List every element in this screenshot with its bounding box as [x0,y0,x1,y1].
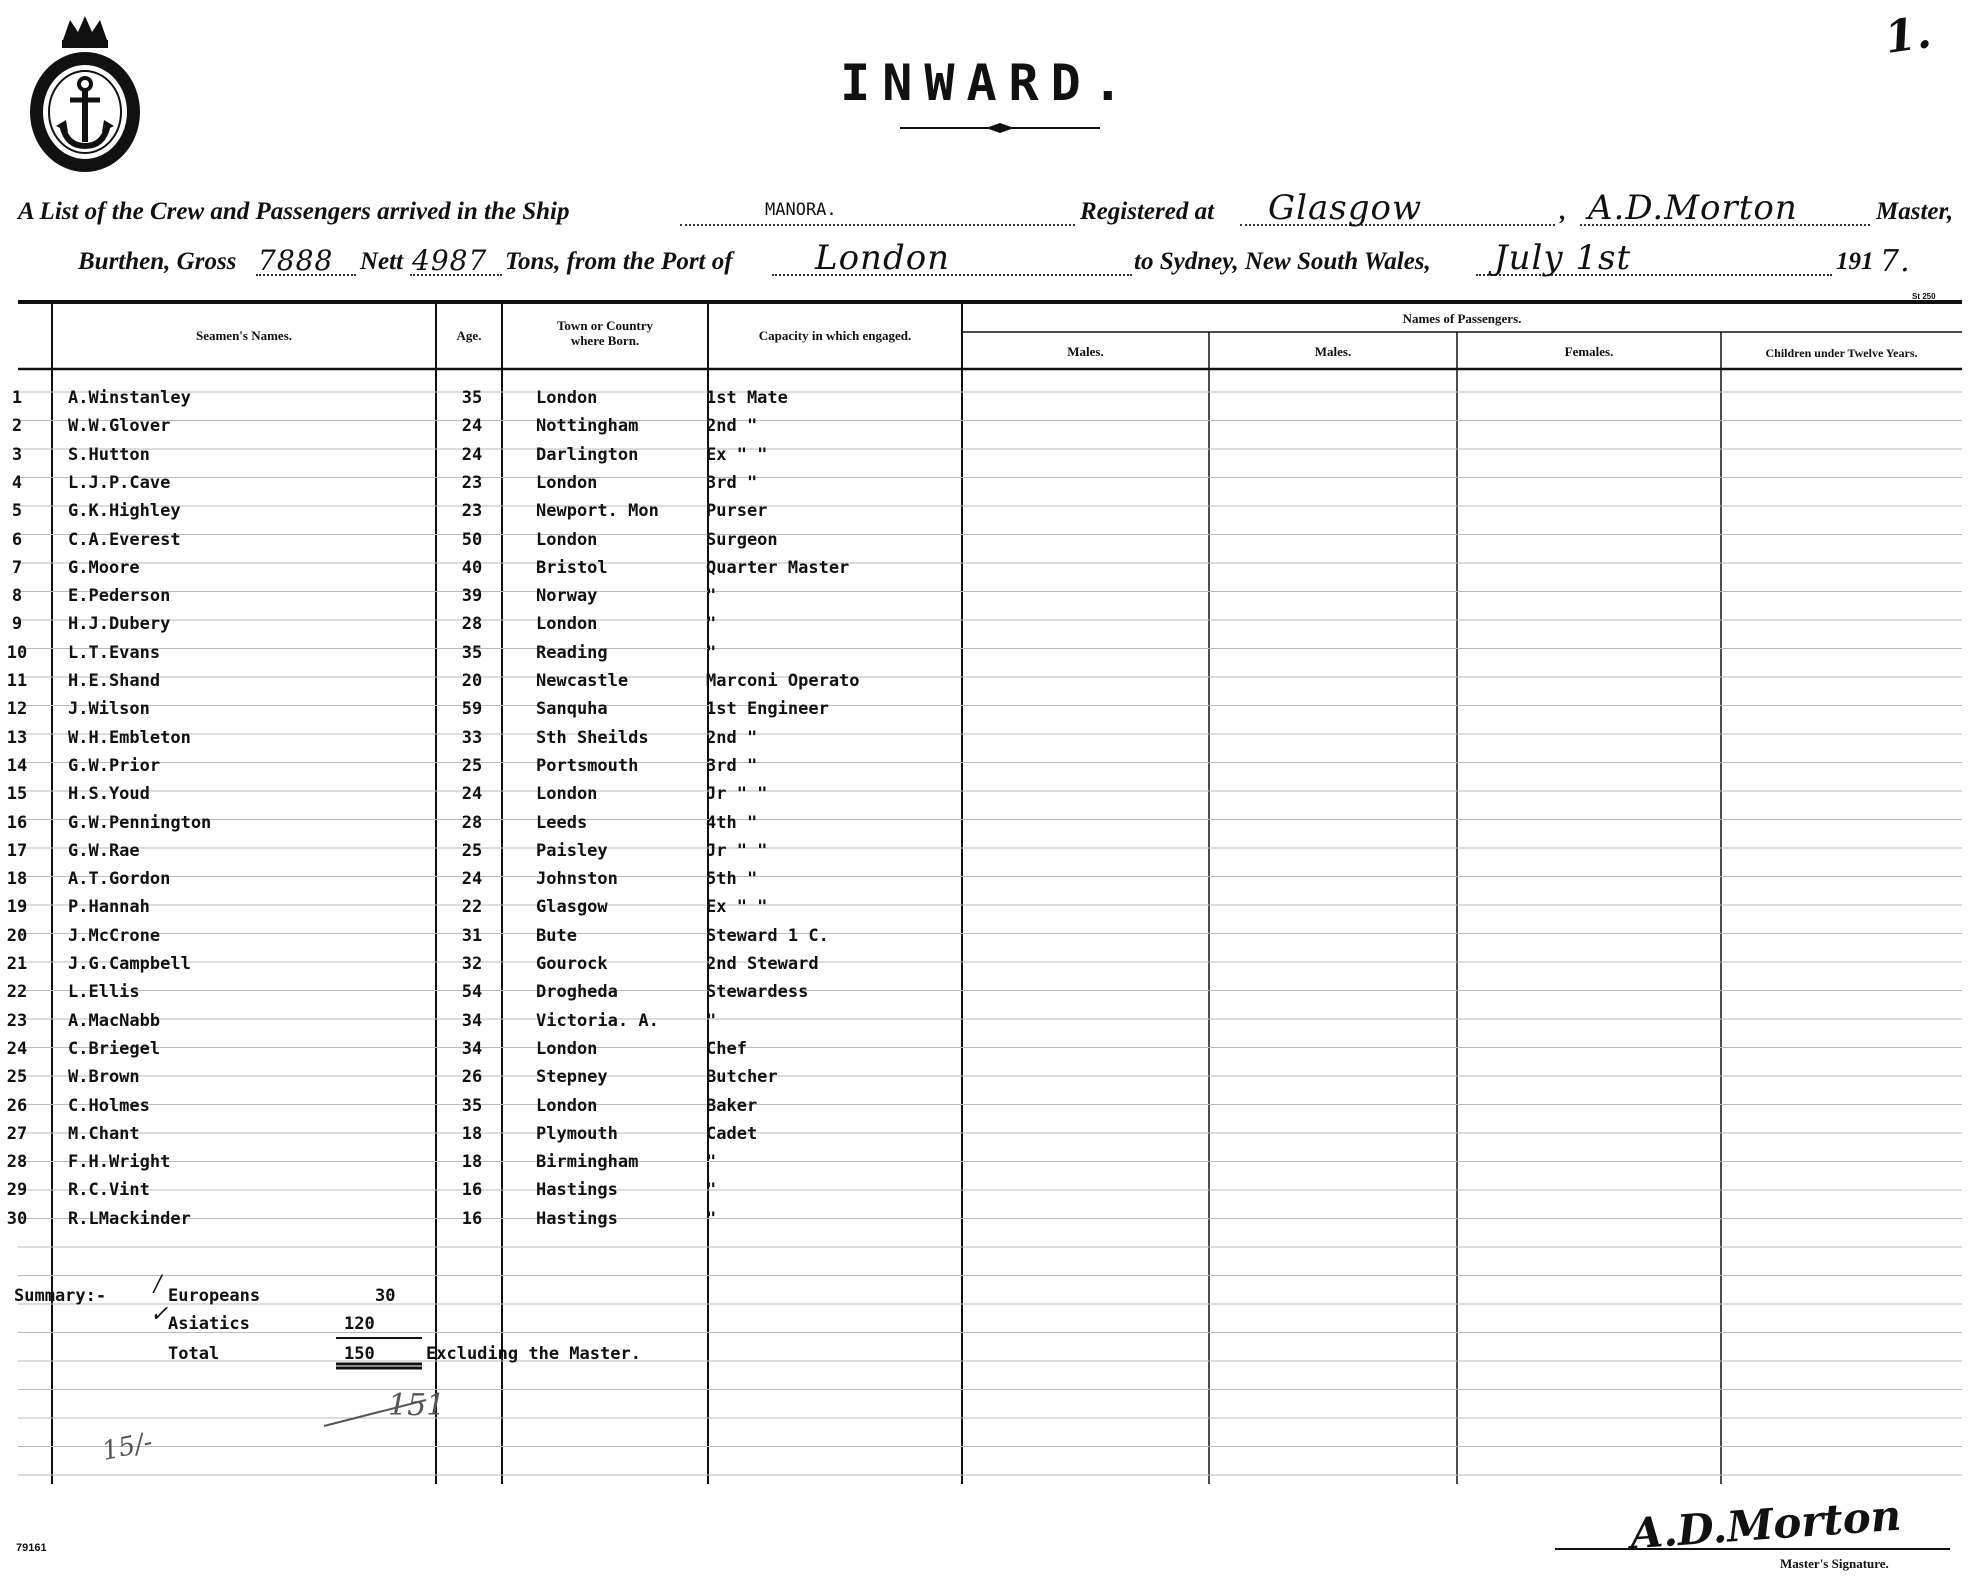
crew-age: 54 [461,982,483,1003]
crew-capacity: Butcher [706,1067,778,1088]
crew-seaman-name: J.Wilson [68,699,150,720]
crew-age: 35 [461,388,483,408]
crew-town-born: Gourock [536,954,608,974]
crew-age: 24 [461,416,483,437]
signature-line [1555,1548,1950,1550]
crew-row-number: 20 [6,925,28,946]
crew-age: 25 [461,755,483,776]
crew-age: 34 [461,1010,483,1031]
crew-seaman-name: G.W.Prior [68,755,161,776]
form-reference: St 250 [1912,292,1936,301]
crew-town-born: London [536,1095,598,1116]
crew-row-number: 14 [6,755,28,776]
tons-from-port-label: Tons, from the Port of [505,248,733,275]
page-number: 1. [1881,7,1935,64]
date-value: July 1st [1494,238,1632,278]
year-prefix-label: 191 [1836,248,1874,275]
master-label: Master, [1876,198,1954,225]
crew-town-born: Stepney [536,1067,608,1088]
crew-town-born: London [536,472,598,493]
crew-town-born: Drogheda [536,982,618,1003]
header-town-line2: where Born. [570,333,640,348]
crew-age: 18 [461,1123,483,1144]
crew-row-number: 22 [6,982,28,1003]
crew-row-number: 10 [6,642,28,663]
crew-age: 31 [461,925,483,946]
crew-age: 33 [461,727,483,748]
header-age: Age. [456,328,482,343]
crew-age: 24 [461,784,483,805]
crew-capacity: 1st Mate [706,388,788,408]
crew-seaman-name: G.Moore [68,557,140,578]
crew-seaman-name: H.E.Shand [68,671,161,691]
registered-port-value: Glasgow [1268,188,1423,228]
crew-row-number: 5 [11,501,23,522]
crew-seaman-name: G.W.Rae [68,840,140,861]
crew-row-number: 29 [6,1180,28,1201]
crew-town-born: Sanquha [536,699,608,720]
master-signature-label: Master's Signature. [1780,1556,1889,1571]
crew-capacity: Quarter Master [706,557,850,578]
crew-town-born: Nottingham [536,416,639,437]
crew-age: 35 [461,1095,483,1116]
header-names-of-passengers: Names of Passengers. [1402,311,1522,326]
crew-row-number: 26 [6,1095,28,1116]
crew-row-number: 1 [11,388,23,408]
crew-town-born: Paisley [536,840,608,861]
crew-seaman-name: A.T.Gordon [68,869,171,890]
crew-capacity: Ex " " [706,444,768,465]
crew-row-number: 24 [6,1038,28,1059]
crew-list-intro-label: A List of the Crew and Passengers arrived in the Ship [18,198,570,225]
crew-seaman-name: C.Holmes [68,1095,150,1116]
crew-seaman-name: C.Briegel [68,1038,161,1059]
nett-label: Nett [360,248,404,275]
crew-row-number: 6 [11,529,23,550]
crew-row-number: 15 [6,784,28,805]
total-note: Excluding the Master. [426,1344,641,1364]
form-number: 79161 [16,1542,47,1554]
crew-age: 20 [461,671,483,691]
crew-seaman-name: C.A.Everest [68,529,181,550]
asiatics-label: Asiatics [168,1314,250,1334]
crew-row-number: 25 [6,1067,28,1088]
crew-capacity: 5th " [706,869,758,890]
crew-town-born: Hastings [536,1208,618,1229]
crew-seaman-name: W.Brown [68,1067,140,1088]
tick-mark-europeans: / [154,1272,162,1297]
crew-town-born: Birmingham [536,1152,639,1173]
header-males-1: Males. [1067,344,1104,359]
europeans-count: 30 [375,1286,396,1306]
crew-age: 26 [461,1067,483,1088]
crew-town-born: Johnston [536,869,618,890]
crew-town-born: London [536,529,598,550]
crew-capacity: Cadet [706,1123,758,1144]
crew-town-born: Plymouth [536,1123,618,1144]
crew-seaman-name: A.Winstanley [68,388,191,408]
crew-town-born: London [536,388,598,408]
crew-capacity: Marconi Operato [706,671,860,691]
crew-row-number: 30 [6,1208,28,1229]
crew-town-born: Bristol [536,557,608,578]
crew-town-born: London [536,1038,598,1059]
asiatics-count: 120 [344,1314,375,1334]
crew-seaman-name: A.MacNabb [68,1010,161,1031]
header-town-line1: Town or Country [556,318,654,333]
crew-town-born: Bute [536,925,577,946]
crew-seaman-name: W.H.Embleton [68,727,191,748]
crew-capacity: Stewardess [706,982,809,1003]
header-children: Children under Twelve Years. [1765,346,1918,360]
crew-town-born: Sth Sheilds [536,727,649,748]
from-port-value: London [815,238,951,278]
crew-age: 25 [461,840,483,861]
crew-seaman-name: R.LMackinder [68,1208,191,1229]
crew-capacity: Purser [706,501,768,522]
header-males-2: Males. [1314,344,1352,359]
document-title: INWARD. [840,54,1135,112]
crew-age: 22 [461,897,483,918]
burthen-gross-label: Burthen, Gross [78,248,237,275]
crew-capacity: Ex " " [706,897,768,918]
crew-town-born: Leeds [536,812,588,833]
crew-capacity: " [706,642,717,663]
header-seamens-names: Seamen's Names. [195,328,293,343]
crew-capacity: " [706,586,717,607]
crew-town-born: Newport. Mon [536,501,659,522]
crew-town-born: Norway [536,586,598,607]
crew-age: 18 [461,1152,483,1173]
crew-row-number: 12 [6,699,28,720]
crew-capacity: " [706,1152,717,1173]
crew-row-number: 17 [6,840,28,861]
crew-town-born: Glasgow [536,897,608,918]
year-digit-value: 7. [1880,244,1911,279]
crew-age: 59 [461,699,483,720]
crew-capacity: 2nd Steward [706,954,819,974]
crew-age: 40 [461,557,483,578]
pencil-strike-line [320,1396,430,1430]
crew-capacity: " [706,1208,717,1229]
crew-capacity: Steward 1 C. [706,925,829,946]
master-signature: A.D.Morton [1628,1490,1903,1559]
tick-mark-asiatics: ✓ [150,1302,169,1327]
crew-row-number: 2 [11,416,23,437]
crew-age: 24 [461,869,483,890]
crew-capacity: 1st Engineer [706,699,829,720]
crew-town-born: Darlington [536,444,639,465]
nett-tons-value: 4987 [412,244,488,277]
total-underline-marks [330,1330,430,1370]
crew-capacity: 3rd " [706,472,758,493]
crew-capacity: Baker [706,1095,758,1116]
crew-capacity: Jr " " [706,784,768,805]
crew-town-born: Hastings [536,1180,618,1201]
crew-row-number: 23 [6,1010,28,1031]
crew-seaman-name: R.C.Vint [68,1180,150,1201]
crew-age: 28 [461,614,483,635]
comma-separator: , [1560,198,1567,225]
crew-row-number: 8 [11,586,23,607]
crew-seaman-name: P.Hannah [68,897,150,918]
crew-row-number: 7 [11,557,23,578]
crew-town-born: Victoria. A. [536,1010,659,1031]
crew-seaman-name: F.H.Wright [68,1152,171,1173]
crew-capacity: " [706,614,717,635]
crew-age: 50 [461,529,483,550]
crew-row-number: 11 [6,671,28,691]
gross-tons-value: 7888 [258,244,334,277]
crew-capacity: Surgeon [706,529,778,550]
header-capacity: Capacity in which engaged. [758,328,912,343]
crew-capacity: 2nd " [706,727,758,748]
crew-capacity: 3rd " [706,755,758,776]
total-label: Total [168,1344,220,1364]
pencil-total: 151 [388,1388,446,1423]
crew-town-born: London [536,614,598,635]
crew-town-born: Reading [536,642,608,663]
crew-seaman-name: G.K.Highley [68,501,181,522]
crew-seaman-name: E.Pederson [68,586,171,607]
crew-capacity: Chef [706,1038,747,1059]
crew-row-number: 18 [6,869,28,890]
ship-name-value: MANORA. [765,200,837,220]
crew-capacity: " [706,1180,717,1201]
crew-town-born: London [536,784,598,805]
crew-seaman-name: S.Hutton [68,444,150,465]
crew-row-number: 4 [11,472,23,493]
total-count: 150 [344,1344,375,1364]
crew-town-born: Newcastle [536,671,629,691]
crew-age: 23 [461,501,483,522]
crew-seaman-name: L.J.P.Cave [68,472,171,493]
registered-at-label: Registered at [1080,198,1215,225]
crew-age: 34 [461,1038,483,1059]
crew-capacity: 4th " [706,812,758,833]
crew-age: 35 [461,642,483,663]
crew-age: 28 [461,812,483,833]
crew-town-born: Portsmouth [536,755,639,776]
crew-seaman-name: H.J.Dubery [68,614,171,635]
crew-row-number: 3 [11,444,23,465]
crew-row-number: 21 [6,954,28,974]
crew-seaman-name: J.G.Campbell [68,954,191,974]
crew-row-number: 19 [6,897,28,918]
crew-capacity: Jr " " [706,840,768,861]
crew-row-number: 16 [6,812,28,833]
crew-age: 39 [461,586,483,607]
crew-seaman-name: G.W.Pennington [68,812,212,833]
crew-seaman-name: J.McCrone [68,925,161,946]
header-town-country [502,318,708,348]
europeans-label: Europeans [168,1286,261,1306]
to-sydney-label: to Sydney, New South Wales, [1134,248,1431,275]
crew-row-number: 27 [6,1123,28,1144]
crew-seaman-name: H.S.Youd [68,784,150,805]
master-name-value: A.D.Morton [1588,188,1798,228]
crew-age: 16 [461,1180,483,1201]
crew-age: 24 [461,444,483,465]
crew-age: 32 [461,954,483,974]
summary-label: Summary:- [14,1286,107,1306]
crew-row-number: 28 [6,1152,28,1173]
crew-seaman-name: L.T.Evans [68,642,161,663]
crew-seaman-name: M.Chant [68,1123,140,1144]
crew-seaman-name: W.W.Glover [68,416,171,437]
crew-row-number: 9 [11,614,23,635]
crew-age: 23 [461,472,483,493]
crew-row-number: 13 [6,727,28,748]
crew-seaman-name: L.Ellis [68,982,140,1003]
crew-capacity: " [706,1010,717,1031]
header-females: Females. [1564,344,1614,359]
crew-capacity: 2nd " [706,416,758,437]
crew-age: 16 [461,1208,483,1229]
pencil-note: 15/- [99,1427,156,1467]
